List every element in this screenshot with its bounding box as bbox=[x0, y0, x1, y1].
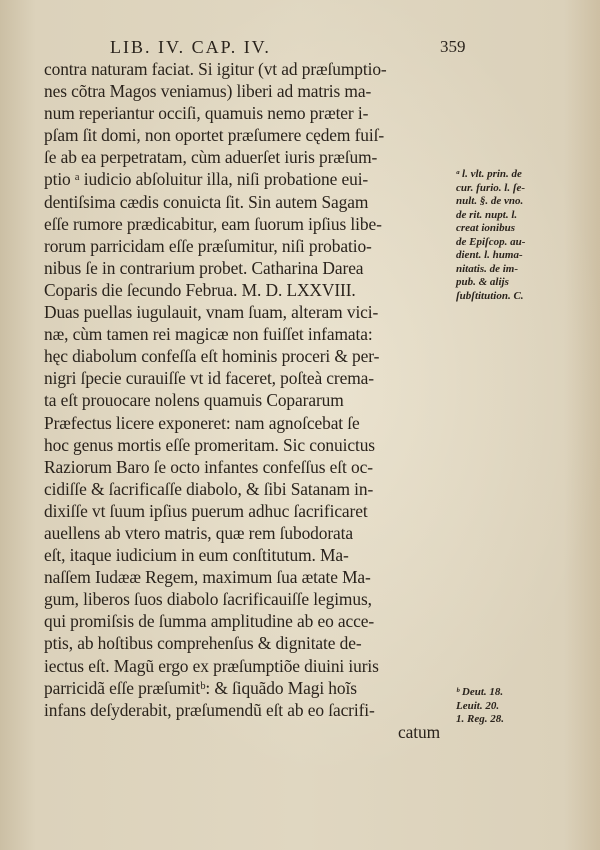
text-line: dixiſſe vt ſuum ipſius puerum adhuc ſacrificaret bbox=[44, 500, 368, 521]
main-text-block bbox=[44, 58, 464, 743]
text-line: cidiſſe & ſacrificaſſe diabolo, & ſibi Satanam in- bbox=[44, 478, 374, 499]
text-line: hęc diabolum confeſſa eſt hominis proceri & per- bbox=[44, 346, 380, 367]
text-line: nes cõtra Magos veniamus) liberi ad matris ma- bbox=[44, 81, 372, 102]
text-line: Præfectus licere exponeret: nam agnoſcebat ſe bbox=[44, 412, 360, 433]
marginal-note-b bbox=[456, 686, 596, 727]
text-line: nigri ſpecie curauiſſe vt id faceret, poſteà crema- bbox=[44, 368, 374, 389]
marginal-note-line: 1. Reg. 28. bbox=[456, 713, 504, 725]
text-line: pſam ſit domi, non oportet præſumere cędem fuiſ- bbox=[44, 125, 385, 146]
text-line: gum, liberos ſuos diabolo ſacrificauiſſe legimus, bbox=[44, 589, 372, 610]
text-line: eſt, itaque iudicium in eum conſtitutum. Ma- bbox=[44, 545, 349, 566]
marginal-note-a bbox=[456, 168, 596, 303]
text-line: ptio ᵃ iudicio abſoluitur illa, niſi probatione eui- bbox=[44, 169, 369, 190]
text-line: parricidã eſſe præſumitᵇ: & ſiquãdo Magi hoĩs bbox=[44, 677, 357, 698]
page-number: 359 bbox=[440, 37, 466, 56]
marginal-note-line: Leuit. 20. bbox=[456, 699, 500, 712]
text-line: auellens ab vtero matris, quæ rem ſubodorata bbox=[44, 522, 354, 543]
text-line: Raziorum Baro ſe octo infantes confeſſus eſt oc- bbox=[44, 456, 373, 477]
marginal-note-line: de Epiſcop. au- bbox=[456, 235, 526, 248]
text-line: næ, cùm tamen rei magicæ non fuiſſet infamata: bbox=[44, 324, 373, 345]
text-line: contra naturam faciat. Si igitur (vt ad præſumptio- bbox=[44, 59, 387, 79]
text-line: Coparis die ſecundo Februa. M. D. LXXVIII. bbox=[44, 279, 356, 300]
marginal-note-line: dient. l. huma- bbox=[456, 249, 523, 261]
text-line: ſe ab ea perpetratam, cùm aduerſet iuris præſum- bbox=[44, 147, 378, 168]
text-line: hoc genus mortis eſſe promeritam. Sic conuictus bbox=[44, 434, 375, 455]
text-line: infans deſyderabit, præſumendũ eſt ab eo ſacrifi- bbox=[44, 699, 375, 720]
marginal-note-line: de rit. nupt. l. bbox=[456, 208, 518, 221]
marginal-note-line: nult. §. de vno. bbox=[456, 195, 524, 207]
text-line: Duas puellas iugulauit, vnam ſuam, alteram vici- bbox=[44, 302, 379, 323]
text-line: ta eſt prouocare nolens quamuis Copararum bbox=[44, 390, 344, 411]
text-line: num reperiantur occiſi, quamuis nemo præter i- bbox=[44, 103, 369, 124]
marginal-note-line: ᵇ Deut. 18. bbox=[456, 686, 504, 698]
marginal-note-line: ᵃ l. vlt. prin. de bbox=[456, 168, 522, 180]
text-line: qui promiſsis de ſumma amplitudine ab eo acce- bbox=[44, 611, 375, 632]
marginal-note-line: ſubſtitution. C. bbox=[456, 289, 524, 302]
text-line: nibus ſe in contrarium probet. Catharina Darea bbox=[44, 257, 364, 278]
text-line: iectus eſt. Magũ ergo ex præſumptiõe diuini iuris bbox=[44, 655, 379, 676]
marginal-note-line: nitatis. de im- bbox=[456, 262, 519, 275]
text-line: dentiſsima cædis conuicta ſit. Sin autem Sagam bbox=[44, 191, 369, 212]
text-line: ptis, ab hoſtibus comprehenſus & dignitate de- bbox=[44, 633, 362, 654]
marginal-note-line: pub. & alijs bbox=[456, 276, 509, 288]
text-line: eſſe rumore prædicabitur, eam ſuorum ipſius libe- bbox=[44, 213, 382, 234]
marginal-note-line: cur. furio. l. ſe- bbox=[456, 181, 526, 194]
running-head: LIB. IV. CAP. IV. bbox=[110, 37, 271, 57]
text-line: naſſem Iudææ Regem, maximum ſua ætate Ma- bbox=[44, 567, 371, 588]
catchword: catum bbox=[398, 721, 440, 742]
text-line: rorum parricidam eſſe præſumitur, niſi probatio- bbox=[44, 235, 372, 256]
marginal-note-line: creat ionibus bbox=[456, 222, 515, 234]
